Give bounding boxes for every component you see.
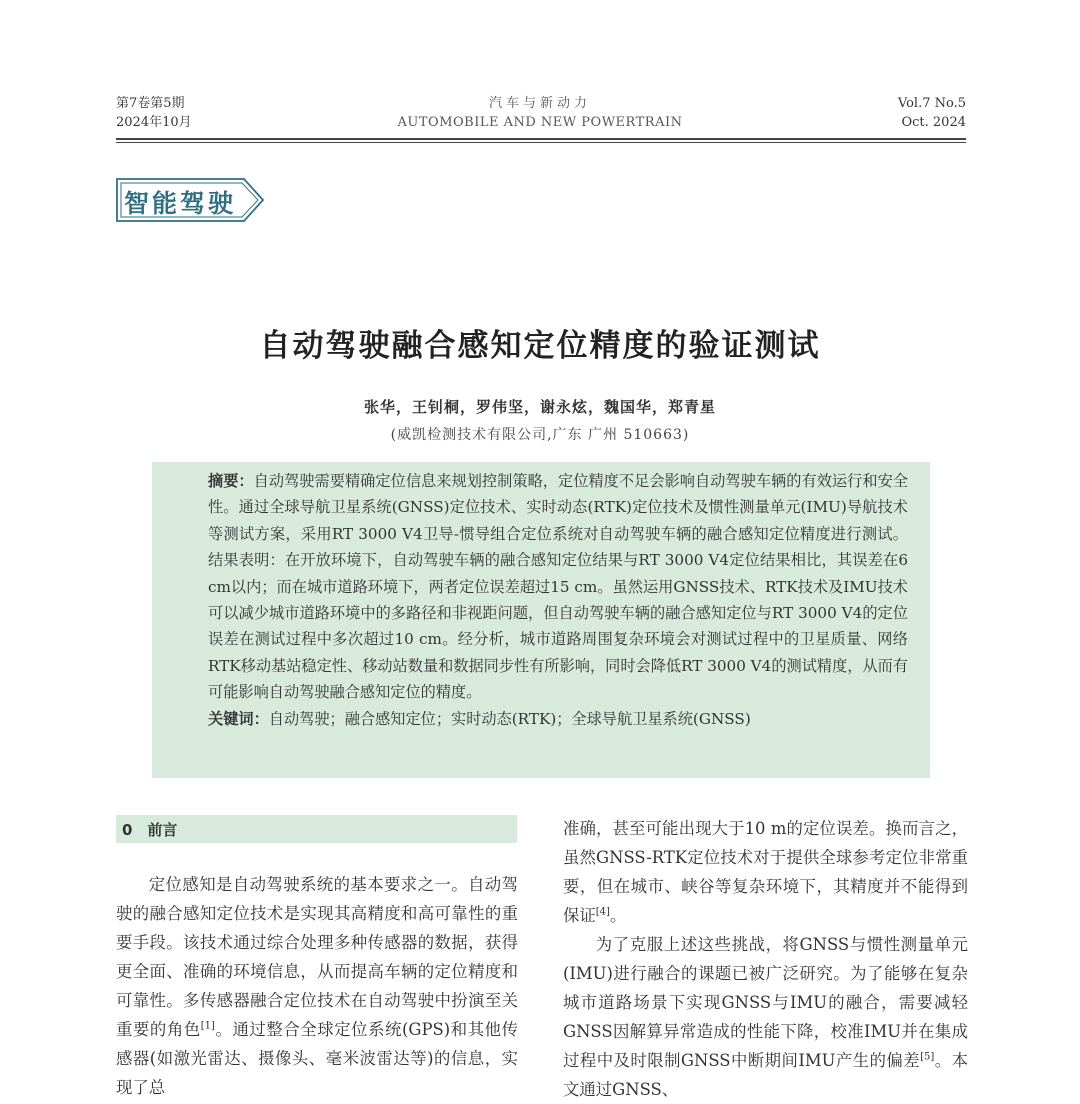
journal-volume: 第7卷第5期 xyxy=(116,96,185,111)
paper-title: 自动驾驶融合感知定位精度的验证测试 xyxy=(259,328,821,364)
keywords-label: 关键词： xyxy=(208,709,269,728)
journal-name-en: AUTOMOBILE AND NEW POWERTRAIN xyxy=(397,115,683,130)
body-paragraph xyxy=(116,870,518,1102)
body-text: 定位感知是自动驾驶系统的基本要求之一。自动驾驶的融合感知定位技术是实现其高精度和高可靠性的重要手段。该技术通过综合处理多种传感器的数据，获得更全面、准确的环境信息，从而提高车辆的定位精度和可靠性。多传感器融合定位技术在自动驾驶中扮演至关重要的角色 xyxy=(116,875,518,1039)
journal-name xyxy=(340,94,740,132)
keywords-line xyxy=(172,706,908,732)
citation-ref: [5] xyxy=(920,1051,935,1063)
header-rule-thick xyxy=(116,138,966,140)
body-text: 。 xyxy=(609,906,627,925)
citation-ref: [1] xyxy=(200,1020,215,1032)
body-column-right xyxy=(563,814,968,1104)
body-paragraph xyxy=(563,814,968,930)
journal-name-cn: 汽车与新动力 xyxy=(488,96,591,111)
section-badge xyxy=(114,176,266,224)
body-text: 。本文通过GNSS、 xyxy=(563,1051,968,1099)
body-paragraph xyxy=(563,930,968,1104)
abstract-box xyxy=(152,462,930,778)
paper-affiliation: (威凯检测技术有限公司,广东 广州 510663) xyxy=(390,427,690,443)
header-rule-thin xyxy=(116,142,966,143)
journal-date-en: Oct. 2024 xyxy=(901,115,966,130)
body-column-left xyxy=(116,870,518,1102)
section-badge-label: 智能驾驶 xyxy=(124,189,237,218)
body-text: 准确，甚至可能出现大于10 m的定位误差。换而言之，虽然GNSS-RTK定位技术对于提供全球参考定位非常重要，但在城市、峡谷等复杂环境下，其精度并不能得到保证 xyxy=(563,819,968,925)
journal-issue-info xyxy=(116,94,192,132)
abstract-text: 自动驾驶需要精确定位信息来规划控制策略，定位精度不足会影响自动驾驶车辆的有效运行和安全性。通过全球导航卫星系统(GNSS)定位技术、实时动态(RTK)定位技术及惯性测量单元(IMU)导航技术等测试方案，采用RT 3000 V4卫导-惯导组合定位系统对自动驾驶车辆的融合感知定位精度进行测试。结果表明：在开放环境下，自动驾驶车辆的融合感知定位结果与RT 3000 V4定位结果相比，其误差在6 cm以内；而在城市道路环境下，两者定位误差超过15 cm。虽然运用GNSS技术、RTK技术及IMU技术可以减少城市道路环境中的多路径和非视距问题，但自动驾驶车辆的融合感知定位与RT 3000 V4的定位误差在测试过程中多次超过10 cm。经分析，城市道路周围复杂环境会对测试过程中的卫星质量、网络RTK移动基站稳定性、移动站数量和数据同步性有所影响，同时会降低RT 3000 V4的测试精度，从而有可能影响自动驾驶融合感知定位的精度。 xyxy=(208,472,909,702)
citation-ref: [4] xyxy=(595,906,610,918)
paper-authors: 张华，王钊桐，罗伟坚，谢永炫，魏国华，郑青星 xyxy=(363,398,716,416)
body-text: 为了克服上述这些挑战，将GNSS与惯性测量单元(IMU)进行融合的课题已被广泛研究。为了能够在复杂城市道路场景下实现GNSS与IMU的融合，需要减轻GNSS因解算异常造成的性能下降，校准IMU并在集成过程中及时限制GNSS中断期间IMU产生的偏差 xyxy=(563,935,968,1070)
keywords-text: 自动驾驶；融合感知定位；实时动态(RTK)；全球导航卫星系统(GNSS) xyxy=(268,709,751,728)
journal-date: 2024年10月 xyxy=(116,115,192,130)
abstract-label: 摘要： xyxy=(208,472,254,490)
journal-issue-info-en xyxy=(898,94,966,132)
section-heading xyxy=(116,815,517,843)
journal-volume-en: Vol.7 No.5 xyxy=(897,96,966,111)
abstract-paragraph xyxy=(172,468,908,706)
body-text: 。通过整合全球定位系统(GPS)和其他传感器(如激光雷达、摄像头、毫米波雷达等)的信息，实现了总 xyxy=(116,1020,518,1097)
section-heading-text: 0 前言 xyxy=(122,821,178,839)
